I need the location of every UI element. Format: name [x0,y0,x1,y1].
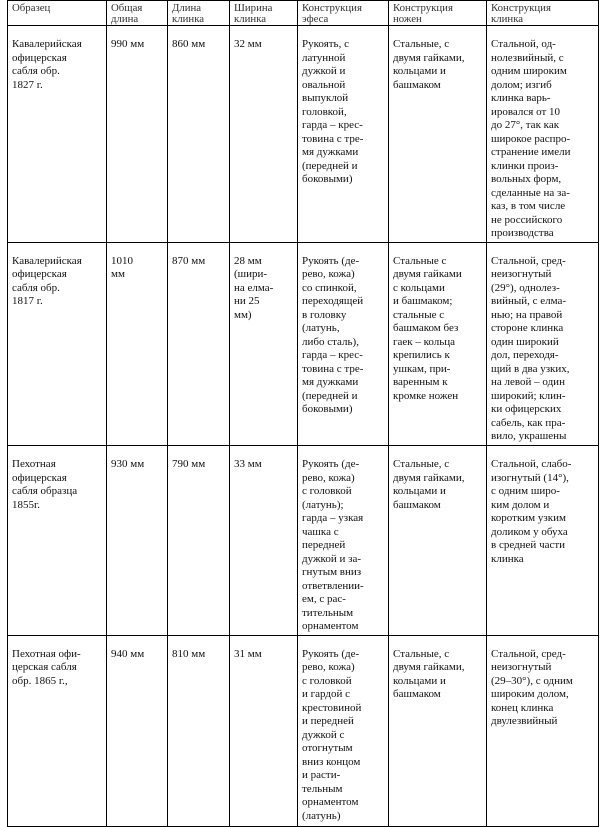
sabre-comparison-table [7,0,599,827]
cell-hilt: Рукоять (де- рево, кожа) со спинкой, переходящей в головку (латунь, либо сталь), гарда – крес- товина с тре- мя дужками (передней и боковыми) [298,242,389,445]
cell-total-length: 930 мм [107,446,168,636]
cell-blade-width: 28 мм (шири- на елма- ни 25 мм) [230,242,298,445]
table-row [8,635,599,826]
cell-sample: Кавалерийская офицерская сабля обр. 1817 г. [8,242,107,445]
cell-sample: Кавалерийская офицерская сабля обр. 1827 г. [8,26,107,243]
cell-sample: Пехотная офицерская сабля образца 1855г. [8,446,107,636]
cell-blade-length: 810 мм [168,635,230,826]
table-header-row [8,1,599,26]
header-scabbard: Конструкция ножен [389,1,487,26]
cell-hilt: Рукоять, с латунной дужкой и овальной выпуклой головкой, гарда – крес- товина с тре- мя дужками (передней и боковыми) [298,26,389,243]
cell-blade-width: 31 мм [230,635,298,826]
cell-total-length: 1010 мм [107,242,168,445]
table-row [8,26,599,243]
cell-total-length: 940 мм [107,635,168,826]
cell-blade-length: 860 мм [168,26,230,243]
cell-scabbard: Стальные, с двумя гайками, кольцами и башмаком [389,635,487,826]
header-hilt: Конструкция эфеса [298,1,389,26]
cell-blade: Стальной, сред- неизогнутый (29°), однолез- вийный, с елма- нью; на правой стороне клинка один широкий дол, переходя- щий в два узких, на левой – один широкий; клин- ки офицерских сабель, как пра- вило, украшены [487,242,599,445]
cell-total-length: 990 мм [107,26,168,243]
cell-blade-width: 33 мм [230,446,298,636]
header-blade-width: Ширина клинка [230,1,298,26]
cell-blade-length: 870 мм [168,242,230,445]
header-blade: Конструкция клинка [487,1,599,26]
cell-blade-length: 790 мм [168,446,230,636]
table-row [8,446,599,636]
cell-scabbard: Стальные, с двумя гайками, кольцами и башмаком [389,446,487,636]
header-sample: Образец [8,1,107,26]
table-row [8,242,599,445]
cell-blade: Стальной, од- нолезвийный, с одним широким долом; изгиб клинка варь- ировался от 10 до 27°, так как широкое распро- странение имели клинки произ- вольных форм, сделанные на за- каз, в том числе не российского производства [487,26,599,243]
cell-blade-width: 32 мм [230,26,298,243]
cell-hilt: Рукоять (де- рево, кожа) с головкой (латунь); гарда – узкая чашка с передней дужкой и за- гнутым вниз ответвлении- ем, с рас- тительным орнаментом [298,446,389,636]
cell-scabbard: Стальные с двумя гайками с кольцами и башмаком; стальные с башмаком без гаек – кольца крепились к ушкам, при- варенным к кромке ножен [389,242,487,445]
cell-hilt: Рукоять (де- рево, кожа) с головкой и гардой с крестовиной и передней дужкой с отогнутым вниз концом и расти- тельным орнаментом (латунь) [298,635,389,826]
cell-scabbard: Стальные, с двумя гайками, кольцами и башмаком [389,26,487,243]
header-total-length: Общая длина [107,1,168,26]
header-blade-length: Длина клинка [168,1,230,26]
cell-blade: Стальной, сред- неизогнутый (29–30°), с одним широким долом, конец клинка двулезвийный [487,635,599,826]
cell-blade: Стальной, слабо- изогнутый (14°), с одним широ- ким долом и коротким узким доликом у обуха в средней части клинка [487,446,599,636]
cell-sample: Пехотная офи- церская сабля обр. 1865 г., [8,635,107,826]
